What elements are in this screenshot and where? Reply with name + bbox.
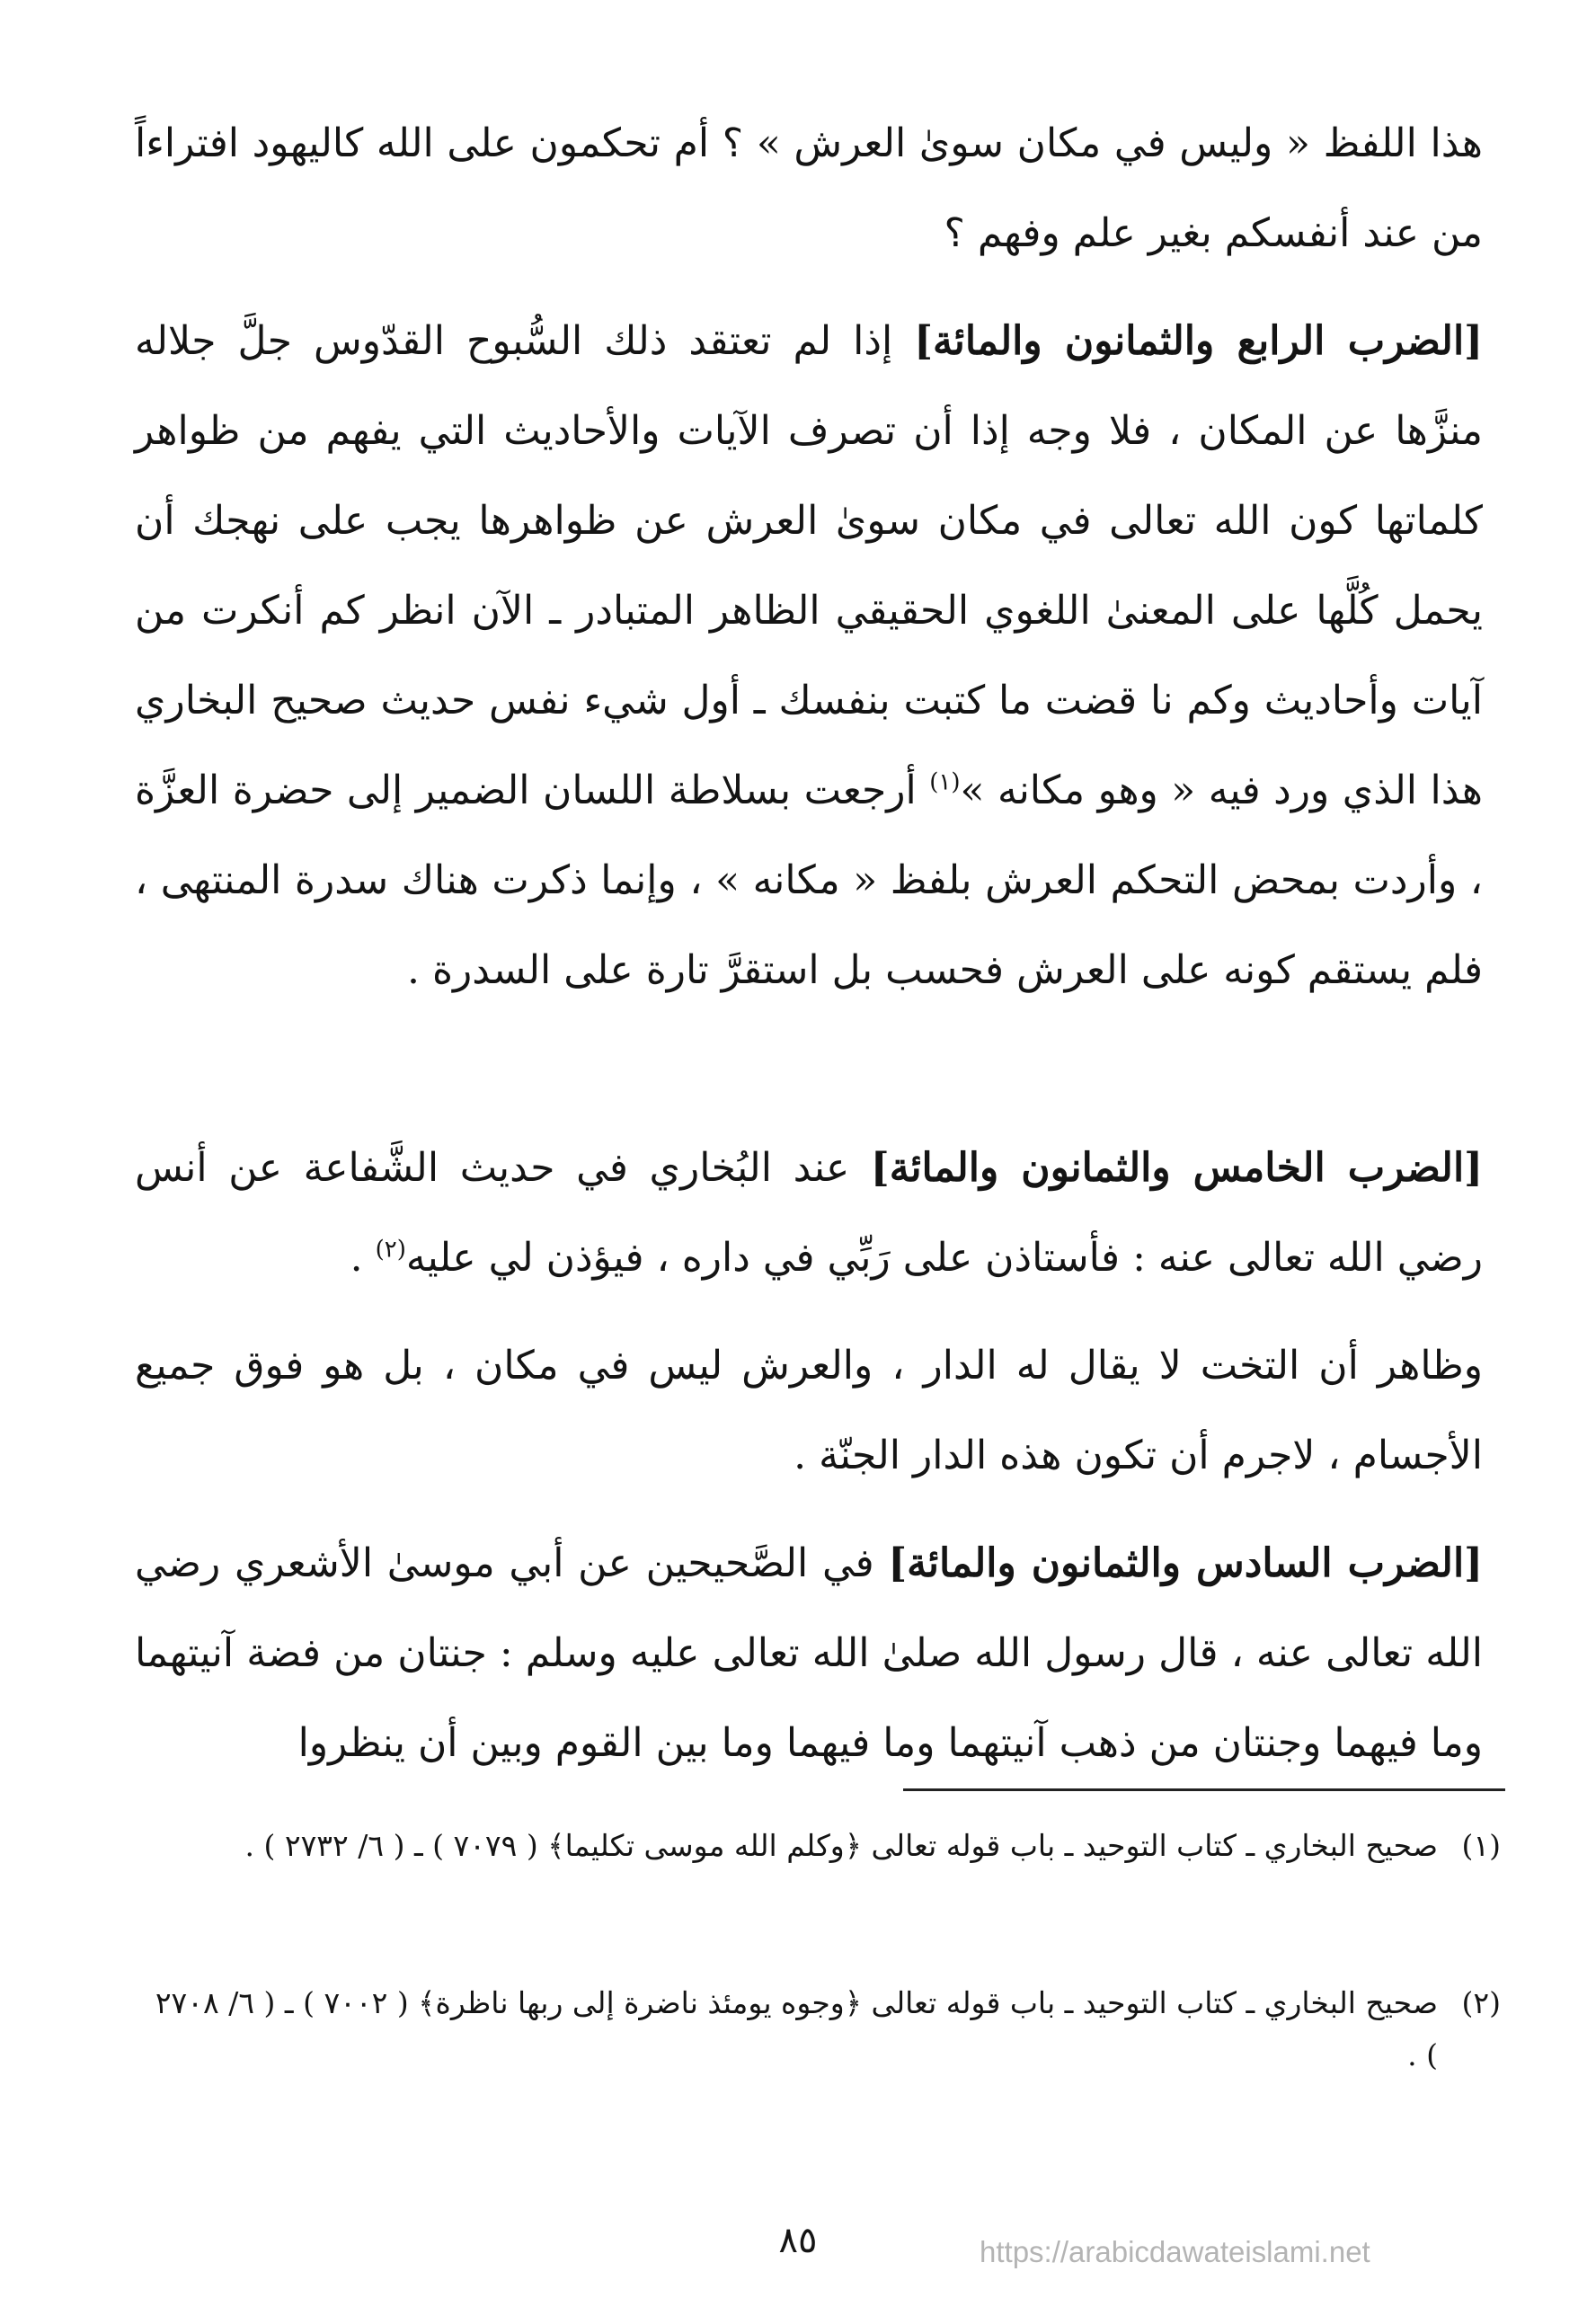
- section-heading-184: [الضرب الرابع والثمانون والمائة]: [914, 318, 1483, 364]
- paragraph-1: [135, 99, 1483, 279]
- section-heading-185: [الضرب الخامس والثمانون والمائة]: [870, 1145, 1483, 1191]
- watermark-url: https://arabicdawateislami.net: [980, 2235, 1370, 2268]
- paragraph-2-text-a: إذا لم تعتقد ذلك السُّبوح القدّوس جلَّ جلاله منزَّها عن المكان ، فلا وجه إذا أن تصرف الآيات والأحاديث التي يفهم من ظواهر كلماتها كون الله تعالى في مكان سوىٰ العرش عن ظواهرها يجب على نهجك أن يحمل كُلَّها على المعنىٰ اللغوي الحقيقي الظاهر المتبادر ـ الآن انظر كم أنكرت من آيات وأحاديث وكم نا قضت ما كتبت بنفسك ـ أول شيء نفس حديث صحيح البخاري هذا الذي ورد فيه « وهو مكانه »: [135, 318, 1483, 813]
- paragraph-4: [135, 1321, 1483, 1501]
- paragraph-2-text-b: أرجعت بسلاطة اللسان الضمير إلى حضرة العزَّة ، وأردت بمحض التحكم العرش بلفظ « مكانه » ، وإنما ذكرت هناك سدرة المنتهى ، فلم يستقم كونه على العرش فحسب بل استقرَّ تارة على السدرة .: [135, 768, 1483, 993]
- footnote-2: [135, 1977, 1501, 2081]
- footnote-1: [135, 1820, 1501, 1872]
- paragraph-1-text: هذا اللفظ « وليس في مكان سوىٰ العرش » ؟ أم تحكمون على الله كاليهود افتراءاً من عند أنفسكم بغير علم وفهم ؟: [135, 120, 1483, 256]
- paragraph-3-text-a: عند البُخاري في حديث الشَّفاعة عن أنس رضي الله تعالى عنه : فأستاذن على رَبِّي في داره ، فيؤذن لي عليه: [135, 1145, 1483, 1281]
- section-heading-186: [الضرب السادس والثمانون والمائة]: [888, 1540, 1483, 1586]
- paragraph-5: [135, 1519, 1483, 1788]
- paragraph-3: [135, 1123, 1483, 1303]
- footnote-2-number: (٢): [1461, 1985, 1501, 2020]
- paragraph-3-text-b: .: [350, 1235, 376, 1281]
- footnote-ref-2[interactable]: (٢): [375, 1236, 406, 1264]
- paragraph-5-text-a: في الصَّحيحين عن أبي موسىٰ الأشعري رضي الله تعالى عنه ، قال رسول الله صلىٰ الله تعالى عليه وسلم : جنتان من فضة آنيتهما وما فيهما وجنتان من ذهب آنيتهما وما فيهما وما بين القوم وبين أن ينظروا: [135, 1540, 1483, 1766]
- paragraph-4-text: وظاهر أن التخت لا يقال له الدار ، والعرش ليس في مكان ، بل هو فوق جميع الأجسام ، لاجرم أن تكون هذه الدار الجنّة .: [135, 1343, 1483, 1478]
- footnote-ref-1[interactable]: (١): [929, 768, 961, 796]
- footnote-1-text: صحيح البخاري ـ كتاب التوحيد ـ باب قوله تعالى ﴿وكلم الله موسى تكليما﴾ ( ٧٠٧٩ ) ـ ( ٦/ ٢٧٣٢ ) .: [244, 1828, 1438, 1863]
- paragraph-2: [135, 297, 1483, 1016]
- page-number: ٨٥: [778, 2220, 818, 2261]
- footnote-divider: [903, 1788, 1505, 1791]
- footnote-2-text: صحيح البخاري ـ كتاب التوحيد ـ باب قوله تعالى ﴿وجوه يومئذ ناضرة إلى ربها ناظرة﴾ ( ٧٠٠٢ ) ـ ( ٦/ ٢٧٠٨ ) .: [155, 1985, 1438, 2072]
- footnote-1-number: (١): [1461, 1828, 1501, 1863]
